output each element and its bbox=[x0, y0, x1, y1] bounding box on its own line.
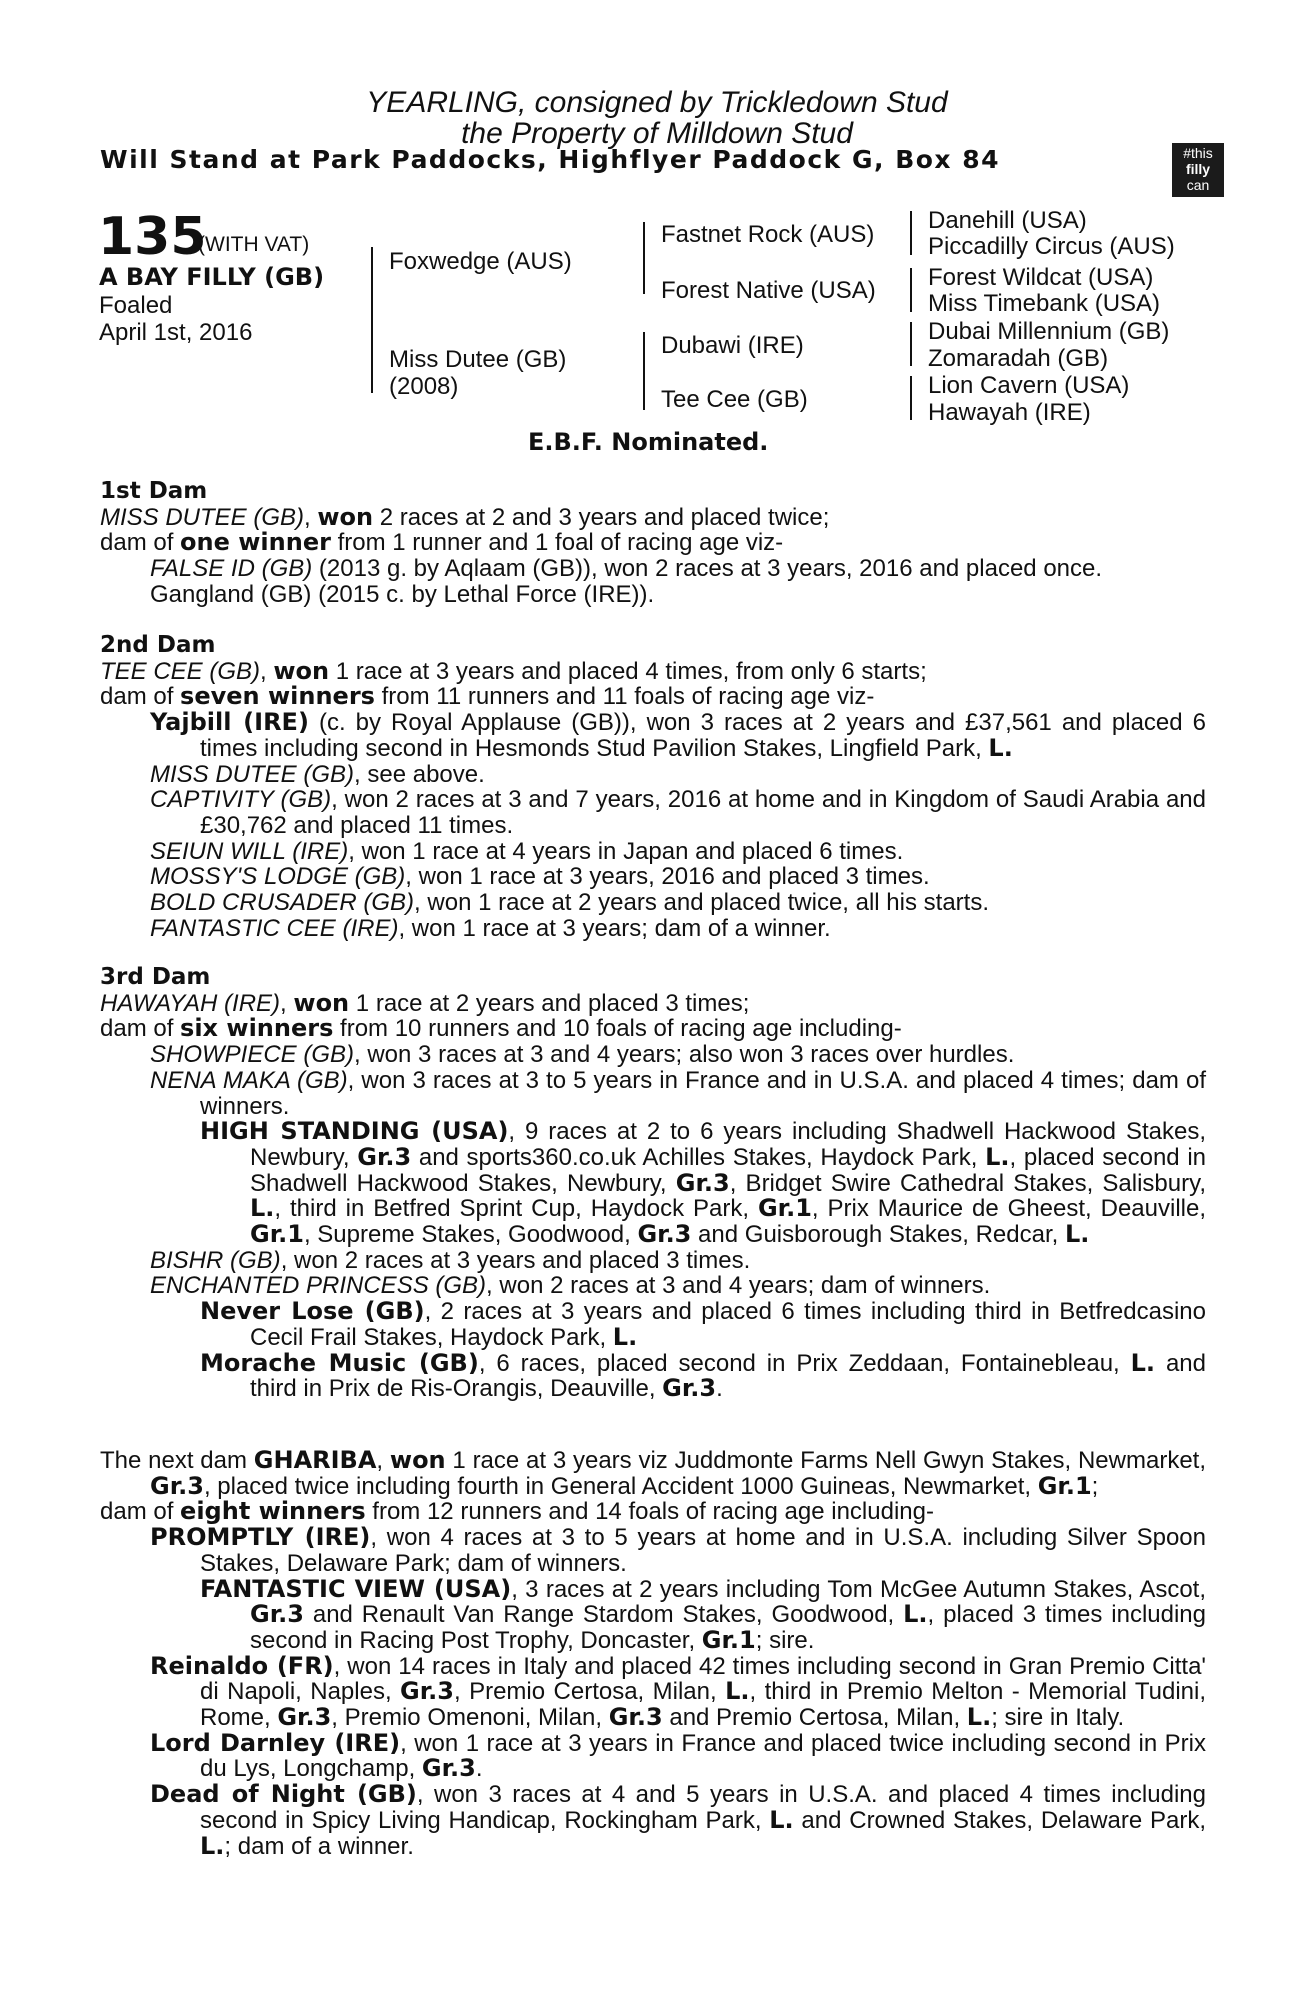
ebf-note: E.B.F. Nominated. bbox=[528, 428, 769, 456]
dam-sire: Dubawi (IRE) bbox=[661, 332, 804, 359]
section-heading: 1st Dam bbox=[100, 478, 208, 504]
sire-dam: Forest Native (USA) bbox=[661, 277, 876, 304]
bracket-g4 bbox=[910, 376, 912, 420]
sire: Foxwedge (AUS) bbox=[389, 248, 572, 275]
lot-title: A BAY FILLY (GB) bbox=[99, 263, 325, 291]
sire-dam-bracket bbox=[371, 247, 373, 393]
ssd: Piccadilly Circus (AUS) bbox=[928, 233, 1175, 260]
consignment-line: YEARLING, consigned by Trickledown Stud bbox=[366, 86, 948, 119]
section-heading: 3rd Dam bbox=[100, 964, 211, 990]
sss: Danehill (USA) bbox=[928, 207, 1087, 234]
lot-number: 135 bbox=[98, 207, 207, 267]
bracket-g1 bbox=[910, 211, 912, 255]
sire-sire: Fastnet Rock (AUS) bbox=[661, 221, 875, 248]
hashtag-logo: #this filly can bbox=[1172, 143, 1224, 197]
dsd: Zomaradah (GB) bbox=[928, 345, 1109, 372]
second-dam-section: 2nd Dam TEE CEE (GB), won 1 race at 3 years and placed 4 times, from only 6 starts; dam of seven winners from 11 runners and 11 foals of racing age viz- Yajbill (IRE) (c. by Royal Applause (GB)), won 3 races at 2 years and £37,561 and placed 6 times including second in Hesmonds Stud Pavilion Stakes, Lingfield Park, L. MISS DUTEE (GB), see above. CAPTIVITY (GB), won 2 races at 3 and 7 years, 2016 at home and in Kingdom of Saudi Arabia and £30,762 and placed 11 times. SEIUN WILL (IRE), won 1 race at 4 years in Japan and placed 6 times. MOSSY'S LODGE (GB), won 1 race at 3 years, 2016 and placed 3 times. BOLD CRUSADER (GB), won 1 race at 2 years and placed twice, all his starts. FANTASTIC CEE (IRE), won 1 race at 3 years; dam of a winner. bbox=[100, 632, 1207, 942]
sdd: Miss Timebank (USA) bbox=[928, 290, 1161, 317]
foaled-label: Foaled bbox=[99, 292, 173, 319]
bracket-g2 bbox=[910, 268, 912, 312]
dam: Miss Dutee (GB) bbox=[389, 346, 567, 373]
dds: Lion Cavern (USA) bbox=[928, 372, 1130, 399]
foaled-date: April 1st, 2016 bbox=[99, 319, 253, 346]
location-line: Will Stand at Park Paddocks, Highflyer Paddock G, Box 84 bbox=[100, 145, 1001, 174]
sire-line-bracket bbox=[643, 222, 645, 294]
section-heading: 2nd Dam bbox=[100, 632, 216, 658]
third-dam-section: 3rd Dam HAWAYAH (IRE), won 1 race at 2 years and placed 3 times; dam of six winners from 10 runners and 10 foals of racing age including- SHOWPIECE (GB), won 3 races at 3 and 4 years; also won 3 races over hurdles. NENA MAKA (GB), won 3 races at 3 to 5 years in France and in U.S.A. and placed 4 times; dam of winners. HIGH STANDING (USA), 9 races at 2 to 6 years including Shadwell Hackwood Stakes, Newbury, Gr.3 and sports360.co.uk Achilles Stakes, Haydock Park, L., placed second in Shadwell Hackwood Stakes, Newbury, Gr.3, Bridget Swire Cathedral Stakes, Salisbury, L., third in Betfred Sprint Cup, Haydock Park, Gr.1, Prix Maurice de Gheest, Deauville, Gr.1, Supreme Stakes, Goodwood, Gr.3 and Guisborough Stakes, Redcar, L. BISHR (GB), won 2 races at 3 years and placed 3 times. ENCHANTED PRINCESS (GB), won 2 races at 3 and 4 years; dam of winners. Never Lose (GB), 2 races at 3 years and placed 6 times including third in Betfredcasino Cecil Frail Stakes, Haydock Park, L. Morache Music (GB), 6 races, placed second in Prix Zeddaan, Fontainebleau, L. and third in Prix de Ris-Orangis, Deauville, Gr.3. bbox=[100, 964, 1207, 1403]
first-dam-section: 1st Dam MISS DUTEE (GB), won 2 races at 2 and 3 years and placed twice; dam of one winner from 1 runner and 1 foal of racing age viz- FALSE ID (GB) (2013 g. by Aqlaam (GB)), won 2 races at 3 years, 2016 and placed once. Gangland (GB) (2015 c. by Lethal Force (IRE)). bbox=[100, 479, 1206, 608]
ddd: Hawayah (IRE) bbox=[928, 399, 1091, 426]
vat-note: (WITH VAT) bbox=[198, 233, 310, 256]
dam-line-bracket bbox=[643, 332, 645, 410]
dam-dam: Tee Cee (GB) bbox=[661, 386, 808, 413]
property-line: the Property of Milldown Stud bbox=[461, 117, 853, 150]
sds: Forest Wildcat (USA) bbox=[928, 264, 1154, 291]
dam-year: (2008) bbox=[389, 373, 459, 400]
dss: Dubai Millennium (GB) bbox=[928, 318, 1170, 345]
bracket-g3 bbox=[910, 322, 912, 366]
next-dam-section: The next dam GHARIBA, won 1 race at 3 years viz Juddmonte Farms Nell Gwyn Stakes, Newmarket, Gr.3, placed twice including fourth in General Accident 1000 Guineas, Newmarket, Gr.1; dam of eight winners from 12 runners and 14 foals of racing age including- PROMPTLY (IRE), won 4 races at 3 to 5 years at home and in U.S.A. including Silver Spoon Stakes, Delaware Park; dam of winners. FANTASTIC VIEW (USA), 3 races at 2 years including Tom McGee Autumn Stakes, Ascot, Gr.3 and Renault Van Range Stardom Stakes, Goodwood, L., placed 3 times including second in Racing Post Trophy, Doncaster, Gr.1; sire. Reinaldo (FR), won 14 races in Italy and placed 42 times including second in Gran Premio Citta' di Napoli, Naples, Gr.3, Premio Certosa, Milan, L., third in Premio Melton - Memorial Tudini, Rome, Gr.3, Premio Omenoni, Milan, Gr.3 and Premio Certosa, Milan, L.; sire in Italy. Lord Darnley (IRE), won 1 race at 3 years in France and placed twice including second in Prix du Lys, Longchamp, Gr.3. Dead of Night (GB), won 3 races at 4 and 5 years in U.S.A. and placed 4 times including second in Spicy Living Handicap, Rockingham Park, L. and Crowned Stakes, Delaware Park, L.; dam of a winner. bbox=[100, 1446, 1207, 1860]
